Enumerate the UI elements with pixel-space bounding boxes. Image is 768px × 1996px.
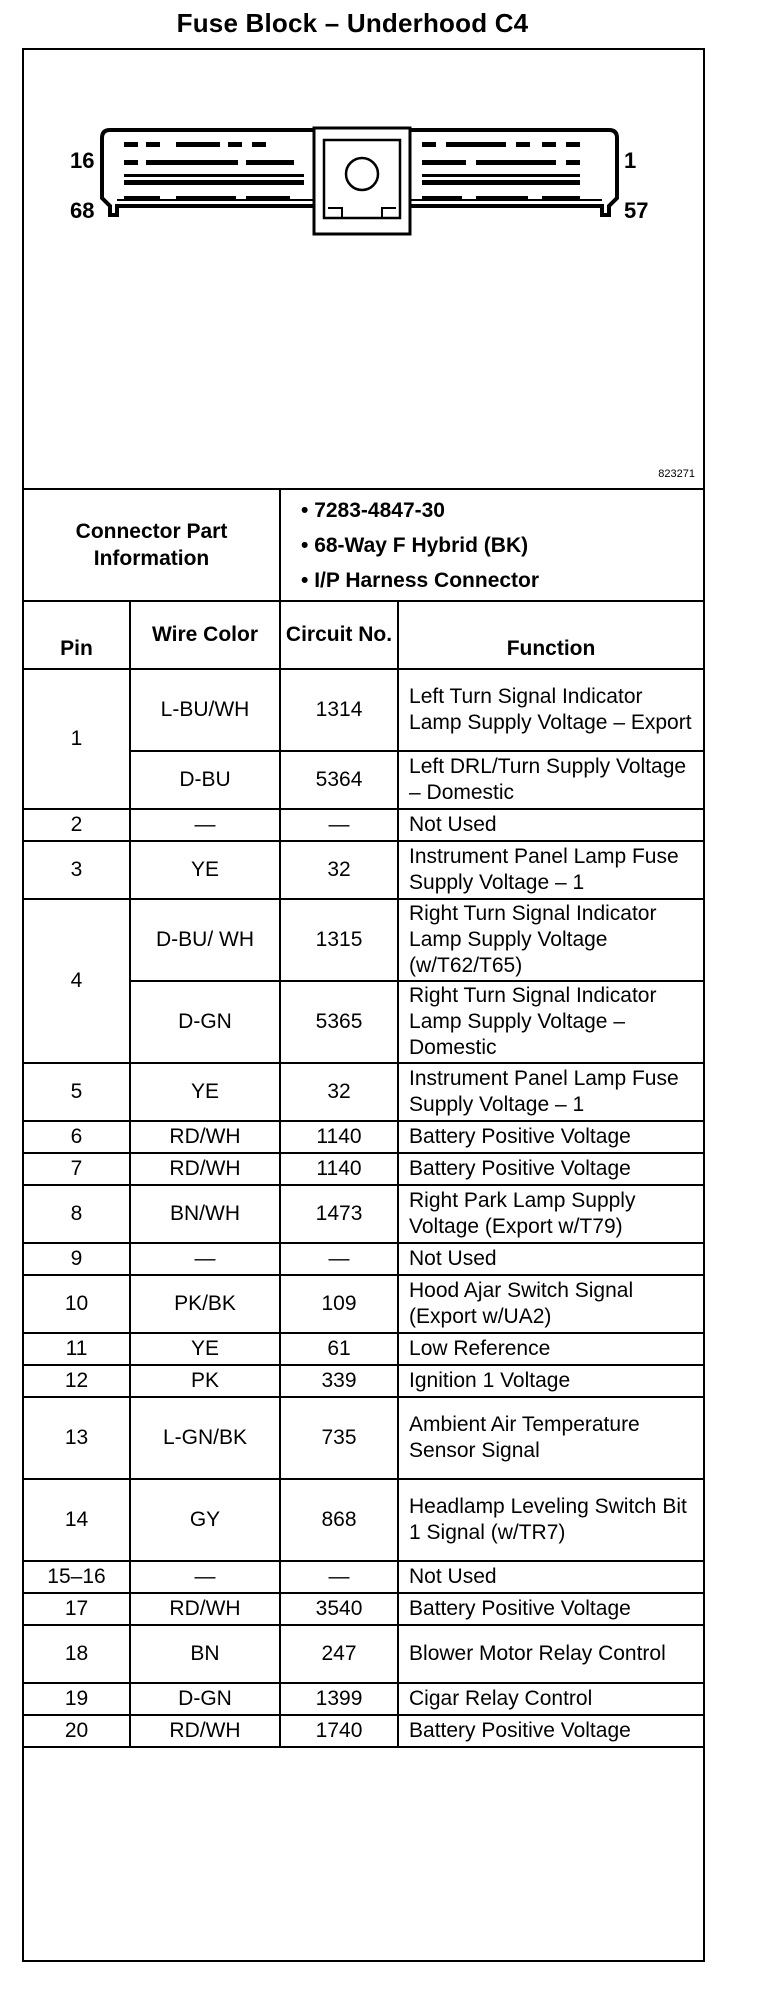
wire-color-cell: YE [130, 841, 280, 899]
table-row [24, 669, 703, 751]
function-cell: Battery Positive Voltage [398, 1715, 703, 1747]
pin-label-57: 57 [624, 198, 649, 223]
pin-cell: 18 [24, 1625, 130, 1683]
circuit-cell: — [280, 1243, 398, 1275]
figure-number: 823271 [658, 468, 695, 480]
circuit-cell: 868 [280, 1479, 398, 1561]
circuit-cell: — [280, 1561, 398, 1593]
circuit-cell: 32 [280, 1063, 398, 1121]
table-row [24, 1063, 703, 1121]
table-row [24, 1275, 703, 1333]
function-cell: Cigar Relay Control [398, 1683, 703, 1715]
function-cell: Headlamp Leveling Switch Bit 1 Signal (w/TR7) [398, 1479, 703, 1561]
table-row [24, 1397, 703, 1479]
header-pin: Pin [24, 601, 130, 669]
function-cell: Battery Positive Voltage [398, 1121, 703, 1153]
wire-color-cell: — [130, 1243, 280, 1275]
circuit-cell: 1473 [280, 1185, 398, 1243]
table-row [24, 841, 703, 899]
table-row [24, 1153, 703, 1185]
wire-color-cell: D-GN [130, 1683, 280, 1715]
wire-color-cell: PK [130, 1365, 280, 1397]
pin-cell: 4 [24, 899, 130, 1063]
connector-face-drawing [24, 50, 703, 488]
table-row [24, 1365, 703, 1397]
function-cell: Instrument Panel Lamp Fuse Supply Voltage – 1 [398, 1063, 703, 1121]
circuit-cell: 5365 [280, 981, 398, 1063]
connector-info-item: • 68-Way F Hybrid (BK) [301, 533, 529, 557]
function-cell: Low Reference [398, 1333, 703, 1365]
wire-color-cell: D-BU [130, 751, 280, 809]
table-header-row [24, 601, 703, 669]
function-cell: Not Used [398, 1561, 703, 1593]
table-row [24, 1479, 703, 1561]
circuit-cell: — [280, 809, 398, 841]
connector-info-row [24, 489, 703, 601]
table-row [24, 1333, 703, 1365]
wire-color-cell: L-BU/WH [130, 669, 280, 751]
pin-cell: 14 [24, 1479, 130, 1561]
connector-info-list [280, 489, 703, 601]
pin-cell: 1 [24, 669, 130, 809]
function-cell: Hood Ajar Switch Signal (Export w/UA2) [398, 1275, 703, 1333]
wire-color-cell: RD/WH [130, 1715, 280, 1747]
function-cell: Right Turn Signal Indicator Lamp Supply Voltage – Domestic [398, 981, 703, 1063]
pin-label-1: 1 [624, 148, 637, 173]
table-row [24, 1593, 703, 1625]
pin-cell: 12 [24, 1365, 130, 1397]
wire-color-cell: — [130, 809, 280, 841]
circuit-cell: 109 [280, 1275, 398, 1333]
connector-table-frame [22, 48, 705, 1962]
function-cell: Battery Positive Voltage [398, 1593, 703, 1625]
function-cell: Right Turn Signal Indicator Lamp Supply Voltage (w/T62/T65) [398, 899, 703, 981]
connector-diagram [24, 50, 703, 490]
pin-cell: 19 [24, 1683, 130, 1715]
pin-cell: 2 [24, 809, 130, 841]
function-cell: Left DRL/Turn Supply Voltage – Domestic [398, 751, 703, 809]
wire-color-cell: YE [130, 1063, 280, 1121]
function-cell: Right Park Lamp Supply Voltage (Export w/T79) [398, 1185, 703, 1243]
table-row [24, 1625, 703, 1683]
wire-color-cell: — [130, 1561, 280, 1593]
pin-cell: 8 [24, 1185, 130, 1243]
header-function: Function [398, 601, 703, 669]
table-row [24, 1683, 703, 1715]
connector-info-item: • 7283-4847-30 [301, 498, 445, 522]
function-cell: Not Used [398, 1243, 703, 1275]
circuit-cell: 61 [280, 1333, 398, 1365]
function-cell: Blower Motor Relay Control [398, 1625, 703, 1683]
circuit-cell: 735 [280, 1397, 398, 1479]
function-cell: Left Turn Signal Indicator Lamp Supply Voltage – Export [398, 669, 703, 751]
circuit-cell: 32 [280, 841, 398, 899]
circuit-cell: 1740 [280, 1715, 398, 1747]
connector-pinout-table [24, 488, 703, 1748]
table-row [24, 1243, 703, 1275]
pin-label-68: 68 [70, 198, 95, 223]
wire-color-cell: BN [130, 1625, 280, 1683]
pin-cell: 3 [24, 841, 130, 899]
wire-color-cell: D-GN [130, 981, 280, 1063]
circuit-cell: 1314 [280, 669, 398, 751]
table-row [24, 1715, 703, 1747]
circuit-cell: 339 [280, 1365, 398, 1397]
function-cell: Not Used [398, 809, 703, 841]
connector-info-item: • I/P Harness Connector [301, 568, 540, 592]
wire-color-cell: RD/WH [130, 1121, 280, 1153]
function-cell: Ignition 1 Voltage [398, 1365, 703, 1397]
wire-color-cell: YE [130, 1333, 280, 1365]
wire-color-cell: BN/WH [130, 1185, 280, 1243]
function-cell: Instrument Panel Lamp Fuse Supply Voltage – 1 [398, 841, 703, 899]
function-cell: Battery Positive Voltage [398, 1153, 703, 1185]
header-circuit-no: Circuit No. [280, 601, 398, 669]
page-title: Fuse Block – Underhood C4 [176, 8, 529, 38]
pin-cell: 7 [24, 1153, 130, 1185]
pin-cell: 13 [24, 1397, 130, 1479]
pin-cell: 11 [24, 1333, 130, 1365]
circuit-cell: 1140 [280, 1121, 398, 1153]
circuit-cell: 1315 [280, 899, 398, 981]
pin-label-16: 16 [70, 148, 95, 173]
circuit-cell: 5364 [280, 751, 398, 809]
function-cell: Ambient Air Temperature Sensor Signal [398, 1397, 703, 1479]
wire-color-cell: RD/WH [130, 1153, 280, 1185]
table-row [24, 1561, 703, 1593]
table-row [24, 1185, 703, 1243]
pin-cell: 9 [24, 1243, 130, 1275]
wire-color-cell: GY [130, 1479, 280, 1561]
wire-color-cell: PK/BK [130, 1275, 280, 1333]
pin-cell: 15–16 [24, 1561, 130, 1593]
table-row [24, 809, 703, 841]
wire-color-cell: L-GN/BK [130, 1397, 280, 1479]
wire-color-cell: D-BU/ WH [130, 899, 280, 981]
table-row [24, 899, 703, 981]
circuit-cell: 247 [280, 1625, 398, 1683]
table-row [24, 1121, 703, 1153]
header-wire-color: Wire Color [130, 601, 280, 669]
pin-cell: 5 [24, 1063, 130, 1121]
circuit-cell: 1399 [280, 1683, 398, 1715]
pin-cell: 20 [24, 1715, 130, 1747]
pin-cell: 6 [24, 1121, 130, 1153]
circuit-cell: 3540 [280, 1593, 398, 1625]
circuit-cell: 1140 [280, 1153, 398, 1185]
pin-cell: 10 [24, 1275, 130, 1333]
connector-info-label: Connector Part Information [24, 489, 280, 601]
pin-cell: 17 [24, 1593, 130, 1625]
wire-color-cell: RD/WH [130, 1593, 280, 1625]
